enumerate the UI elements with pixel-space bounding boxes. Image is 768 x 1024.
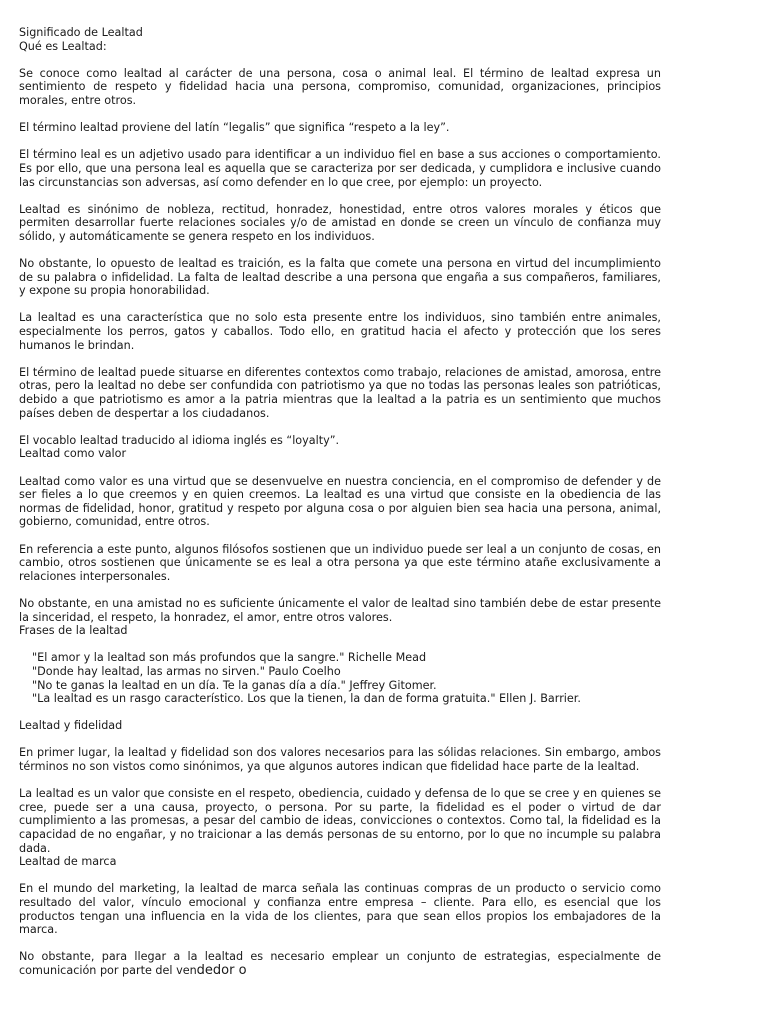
last-paragraph-tail: dedor o bbox=[196, 962, 247, 978]
paragraph-valor-respeto: La lealtad es un valor que consiste en el respeto, obediencia, cuidado y defensa de lo que se cree y en quienes se cree, puede ser a una causa, proyecto, o persona. Por su parte, la fidelidad es el poder o virtud de dar cumplimiento a las promesas, a pesar del cambio de ideas, convicciones o contextos. Como tal, la fidelidad es la capacidad de no engañar, y no traicionar a las demás personas de su entorno, por lo que no incumple su palabra dada. bbox=[19, 787, 661, 855]
loyalty-translation-line: El vocablo lealtad traducido al idioma inglés es “loyalty”. bbox=[19, 433, 340, 447]
document-page bbox=[19, 26, 661, 991]
paragraph: Lealtad es sinónimo de nobleza, rectitud, honradez, honestidad, entre otros valores morales y éticos que permiten desarrollar fuerte relaciones sociales y/o de amistad en donde se creen un vínculo de confianza muy sólido, y automáticamente se genera respeto en los individuos. bbox=[19, 202, 661, 243]
quote-item: "Donde hay lealtad, las armas no sirven." Paulo Coelho bbox=[32, 664, 341, 678]
paragraph: En el mundo del marketing, la lealtad de marca señala las continuas compras de un producto o servicio como resultado del valor, vínculo emocional y confianza entre empresa – cliente. Para ello, es esencial que los productos tengan una influencia en la vida de los clientes, para que sean ellos propios los embajadores de la marca. bbox=[19, 882, 661, 937]
quote-item: "El amor y la lealtad son más profundos que la sangre." Richelle Mead bbox=[32, 651, 427, 665]
paragraph: No obstante, lo opuesto de lealtad es traición, es la falta que comete una persona en virtud del incumplimiento de su palabra o infidelidad. La falta de lealtad describe a una persona que engaña a sus compañeros, familiares, y expone su propia honorabilidad. bbox=[19, 257, 661, 298]
last-paragraph bbox=[19, 950, 661, 977]
quotes-list bbox=[19, 651, 661, 705]
paragraph: El término lealtad proviene del latín “legalis” que significa “respeto a la ley”. bbox=[19, 121, 450, 135]
section-heading-frases: Frases de la lealtad bbox=[19, 624, 128, 638]
quote-item: "No te ganas la lealtad en un día. Te la ganas día a día." Jeffrey Gitomer. bbox=[32, 678, 437, 692]
paragraph: Se conoce como lealtad al carácter de una persona, cosa o animal leal. El término de lealtad expresa un sentimiento de respeto y fidelidad hacia una persona, compromiso, comunidad, organizaciones, principios morales, entre otros. bbox=[19, 66, 661, 107]
paragraph-amistad: No obstante, en una amistad no es suficiente únicamente el valor de lealtad sino también debe de estar presente la sinceridad, el respeto, la honradez, el amor, entre otros valores. bbox=[19, 596, 661, 624]
last-paragraph-text: No obstante, para llegar a la lealtad es necesario emplear un conjunto de estrategias, especialmente de comunicación por parte del ven bbox=[19, 950, 661, 977]
paragraph: El término de lealtad puede situarse en diferentes contextos como trabajo, relaciones de amistad, amorosa, entre otras, pero la lealtad no debe ser confundida con patriotismo ya que no todas las personas leales son patrióticas, debido a que patriotismo es amor a la patria mientras que la lealtad a la patria es un sentimiento que muchos países deben de despertar a los ciudadanos. bbox=[19, 365, 661, 420]
paragraph: El término leal es un adjetivo usado para identificar a un individuo fiel en base a sus acciones o comportamiento. Es por ello, que una persona leal es aquella que se caracteriza por ser dedicada, y cumplidora e inclusive cuando las circunstancias son adversas, así como defender en lo que cree, por ejemplo: un proyecto. bbox=[19, 148, 661, 189]
document-subtitle: Qué es Lealtad: bbox=[19, 39, 107, 53]
quote-item: "La lealtad es un rasgo característico. Los que la tienen, la dan de forma gratuita." Ellen J. Barrier. bbox=[32, 692, 581, 706]
section-heading-marca: Lealtad de marca bbox=[19, 855, 117, 869]
section-heading-valor: Lealtad como valor bbox=[19, 447, 127, 461]
paragraph: En primer lugar, la lealtad y fidelidad son dos valores necesarios para las sólidas relaciones. Sin embargo, ambos términos no son vistos como sinónimos, ya que algunos autores indican que fidelidad hace parte de la lealtad. bbox=[19, 746, 661, 774]
paragraph: En referencia a este punto, algunos filósofos sostienen que un individuo puede ser leal a un conjunto de cosas, en cambio, otros sostienen que únicamente se es leal a otra persona ya que este término atañe exclusivamente a relaciones interpersonales. bbox=[19, 542, 661, 583]
paragraph: La lealtad es una característica que no solo esta presente entre los individuos, sino también entre animales, especialmente los perros, gatos y caballos. Todo ello, en gratitud hacia el afecto y protección que los seres humanos le brindan. bbox=[19, 311, 661, 352]
paragraph: Lealtad como valor es una virtud que se desenvuelve en nuestra conciencia, en el compromiso de defender y de ser fieles a lo que creemos y en quien creemos. La lealtad es una virtud que consiste en la obediencia de las normas de fidelidad, honor, gratitud y respeto por alguna cosa o por alguien bien sea hacia una persona, animal, gobierno, comunidad, entre otros. bbox=[19, 474, 661, 529]
document-title: Significado de Lealtad bbox=[19, 26, 143, 39]
section-heading-fidelidad: Lealtad y fidelidad bbox=[19, 719, 123, 733]
